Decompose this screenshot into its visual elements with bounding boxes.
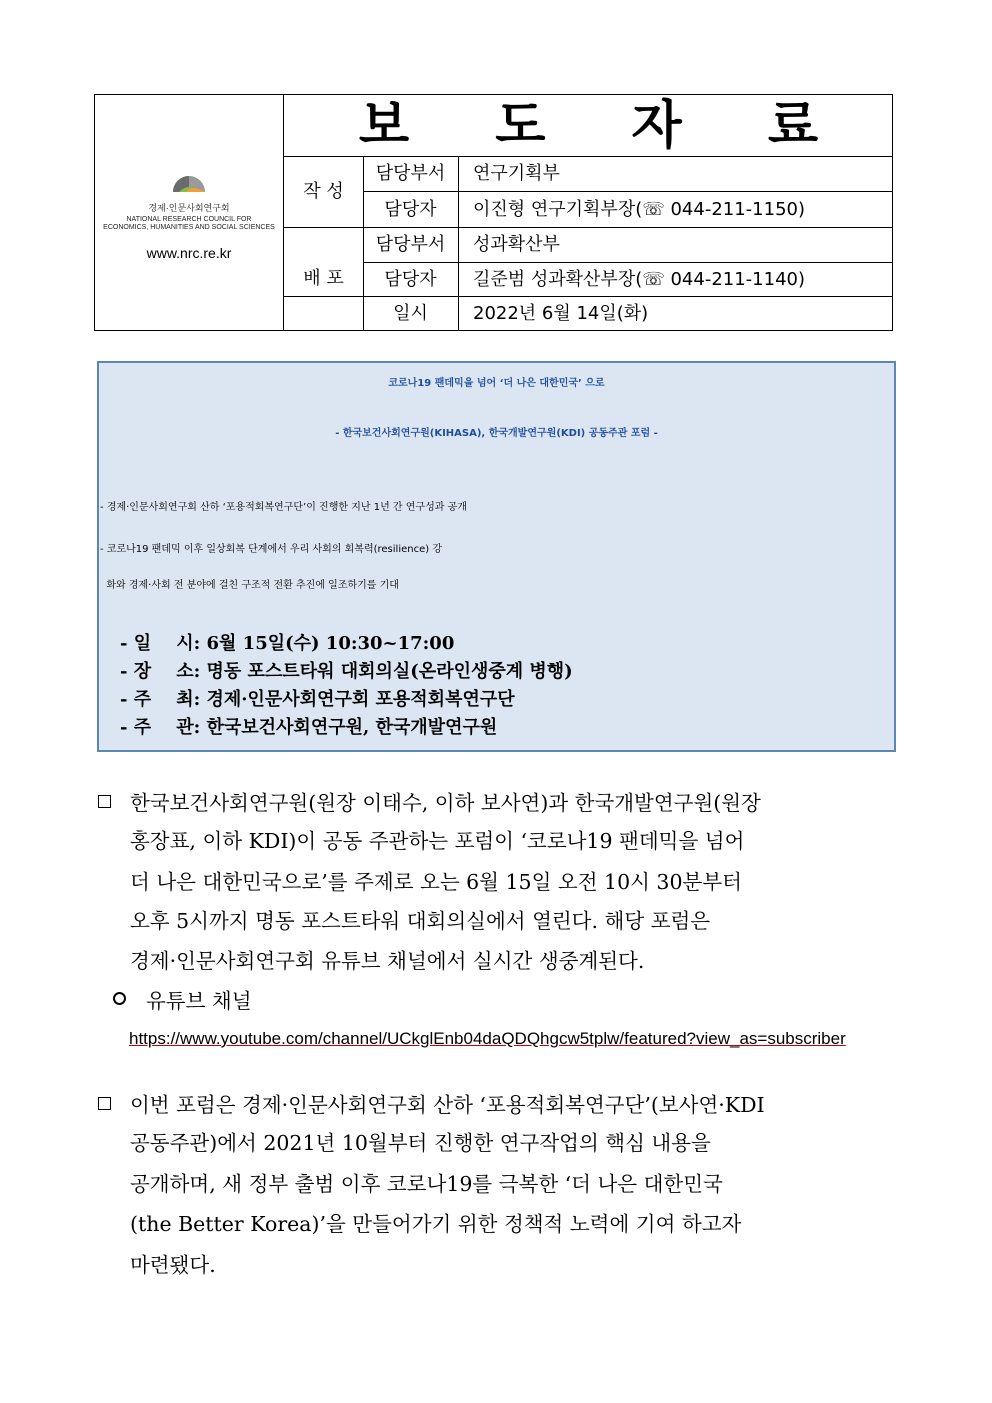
paragraph-line: 한국보건사회연구원(원장 이태수, 이하 보사연)과 한국개발연구원(원장	[130, 791, 761, 815]
nrc-logo-icon	[171, 170, 207, 194]
info-host: - 주 최: 경제·인문사회연구회 포용적회복연구단	[120, 689, 515, 710]
headline: 코로나19 팬데믹을 넘어 ‘더 나은 대한민국’ 으로	[388, 378, 605, 389]
youtube-label: 유튜브 채널	[146, 989, 252, 1013]
logo-org-ko: 경제·인문사회연구회	[148, 203, 230, 213]
row-value: 2022년 6월 14일(화)	[473, 303, 649, 324]
youtube-channel-link[interactable]: https://www.youtube.com/channel/UCkglEnb04daQDQhgcw5tplw/featured?view_as=subscriber	[129, 1029, 846, 1048]
circle-bullet-icon	[113, 992, 126, 1005]
row-value: 연구기획부	[473, 163, 560, 184]
info-organizer: - 주 관: 한국보건사회연구원, 한국개발연구원	[120, 717, 498, 738]
grid-line	[363, 191, 893, 192]
paragraph-line: 마련됐다.	[130, 1253, 216, 1277]
row-value: 이진형 연구기획부장(☏ 044-211-1150)	[473, 199, 805, 220]
grid-line	[363, 262, 893, 263]
summary-bullet: 화와 경제·사회 전 분야에 걸친 구조적 전환 추진에 일조하기를 기대	[100, 580, 399, 591]
grid-line	[458, 157, 459, 331]
logo-org-en-1: NATIONAL RESEARCH COUNCIL FOR	[126, 216, 252, 223]
write-label: 작 성	[303, 181, 344, 202]
square-bullet-icon	[98, 1097, 111, 1110]
logo-url: www.nrc.re.kr	[146, 245, 232, 261]
press-release-title: 보 도 자 료	[358, 96, 853, 156]
paragraph-line: 오후 5시까지 명동 포스트타워 대회의실에서 열린다. 해당 포럼은	[130, 909, 711, 933]
summary-bullet: - 경제·인문사회연구회 산하 ‘포용적회복연구단’이 진행한 지난 1년 간 연구성과 공개	[100, 502, 467, 513]
paragraph-line: 공개하며, 새 정부 출범 이후 코로나19를 극복한 ‘더 나은 대한민국	[130, 1172, 723, 1196]
square-bullet-icon	[98, 795, 111, 808]
row-label: 담당부서	[375, 163, 446, 184]
subheadline: - 한국보건사회연구원(KIHASA), 한국개발연구원(KDI) 공동주관 포럼 -	[335, 428, 658, 439]
row-label: 담당자	[384, 199, 437, 220]
grid-line	[284, 227, 893, 228]
grid-line	[284, 296, 893, 297]
summary-bullet: - 코로나19 팬데믹 이후 일상회복 단계에서 우리 사회의 회복력(resilience) 강	[100, 544, 442, 555]
paragraph-line: 이번 포럼은 경제·인문사회연구회 산하 ‘포용적회복연구단’(보사연·KDI	[130, 1093, 765, 1117]
row-label: 담당자	[384, 269, 437, 290]
row-value: 길준범 성과확산부장(☏ 044-211-1140)	[473, 269, 805, 290]
logo-org-en-2: ECONOMICS, HUMANITIES AND SOCIAL SCIENCES	[103, 224, 275, 231]
row-value: 성과확산부	[473, 234, 560, 255]
paragraph-line: (the Better Korea)’을 만들어가기 위한 정책적 노력에 기여 하고자	[130, 1212, 742, 1236]
paragraph-line: 경제·인문사회연구회 유튜브 채널에서 실시간 생중계된다.	[130, 949, 645, 973]
row-label: 일시	[393, 303, 428, 324]
distribute-label: 배 포	[303, 268, 344, 289]
paragraph-line: 더 나은 대한민국으로’를 주제로 오는 6월 15일 오전 10시 30분부터	[130, 870, 742, 894]
info-place: - 장 소: 명동 포스트타워 대회의실(온라인생중계 병행)	[120, 661, 573, 682]
info-date: - 일 시: 6월 15일(수) 10:30~17:00	[120, 633, 455, 654]
paragraph-line: 홍장표, 이하 KDI)이 공동 주관하는 포럼이 ‘코로나19 팬데믹을 넘어	[130, 829, 745, 853]
paragraph-line: 공동주관)에서 2021년 10월부터 진행한 연구작업의 핵심 내용을	[130, 1131, 711, 1155]
row-label: 담당부서	[375, 234, 446, 255]
